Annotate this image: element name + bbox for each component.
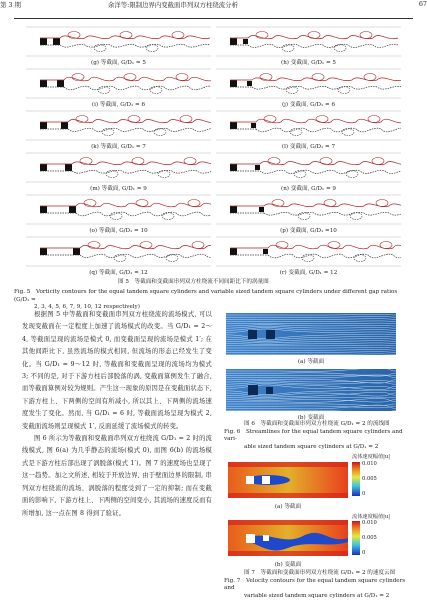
fig7b-colorbar — [352, 521, 360, 555]
vorticity-panel-n — [216, 152, 401, 183]
fig7a-velocity-image — [228, 462, 348, 498]
vorticity-contour-h — [216, 26, 401, 57]
vorticity-panel-label-q: (q) 等截面, G/D₁ = 12 — [89, 270, 148, 276]
vorticity-contour-o — [26, 194, 211, 225]
fig6a-label: (a) 等截面 — [297, 359, 325, 365]
vorticity-panel-label-l: (l) 变截面, G/D₁ = 7 — [281, 144, 336, 150]
fig7b-tick-high: 0.010 — [362, 520, 377, 526]
fig7a-label: (a) 等截面 — [274, 504, 302, 510]
vorticity-panel-label-g: (g) 等截面, G/D₁ = 5 — [91, 60, 146, 66]
vorticity-panel-h — [216, 26, 401, 57]
vorticity-panel-r — [216, 236, 401, 267]
vorticity-contour-i — [26, 68, 211, 99]
fig6-caption-en-line1: Fig. 6 Streamlines for the equal tandem square cylinders and vari- — [224, 428, 403, 443]
vorticity-contour-g — [26, 26, 211, 57]
header-rule — [14, 18, 413, 19]
fig7-caption — [224, 570, 411, 600]
vorticity-panel-k — [26, 110, 211, 141]
paragraph-2: 图 6 所示为等截面和变截面串列双方柱绕流 G/D₁ = 2 时的流线模式, 图 6(a) 为几乎静态的流场(模式 0), 而图 6(b) 的流场模式是下游方柱后部出现了涡脱落(模式 1′)。图 7 的速度场也呈现了这一趋势。加之文所述, 相较于开放边界, 由于壁面边界的限制, 串列双方柱绕流的流场、涡脱落的程度受到了一定的抑制; 而在变截面的影响下, 下游方柱上、下两侧的空间变小, 其流场的速度反而有所增加, 这一点在图 8 得到了验证。 — [22, 435, 212, 517]
vorticity-contour-j — [216, 68, 401, 99]
fig5-caption-en-line2: 2, 3, 4, 5, 6, 7, 9, 10, 12 respectively) — [34, 304, 140, 311]
vorticity-panel-label-o: (o) 等截面, G/D₁ = 10 — [89, 228, 148, 234]
fig7a-tick-low: 0 — [362, 491, 366, 497]
vorticity-panel-label-k: (k) 等截面, G/D₁ = 7 — [91, 144, 146, 150]
fig7a-tick-high: 0.010 — [362, 461, 377, 467]
vorticity-panel-p — [216, 194, 401, 225]
fig7a-colorbar — [352, 462, 360, 496]
fig7a-colorbar-title: 流体速度幅值|u| — [352, 454, 390, 460]
fig6-caption — [224, 421, 411, 451]
vorticity-panel-label-r: (r) 变截面, G/D₁ = 12 — [279, 270, 338, 276]
vorticity-panel-o — [26, 194, 211, 225]
vorticity-contour-p — [216, 194, 401, 225]
vorticity-panel-label-h: (h) 变截面, G/D₁ = 5 — [281, 60, 336, 66]
vorticity-panel-label-m: (m) 等截面, G/D₁ = 9 — [90, 186, 147, 192]
fig7b-tick-low: 0 — [362, 550, 366, 556]
vorticity-panel-label-j: (j) 变截面, G/D₁ = 6 — [281, 102, 336, 108]
fig7-caption-en-line2: variable sized tandem square cylinders at G/D₁ = 2 — [244, 592, 390, 599]
vorticity-panel-label-p: (p) 变截面, G/D₁ =10 — [280, 228, 337, 234]
vorticity-contour-r — [216, 236, 401, 267]
paragraph-1: 根据图 5 中等截面和变截面串列双方柱绕流的流场模式, 可以发现变截面在一定程度上加速了流场模式的改变。当 G/D₁ = 2～4, 等截面呈现的流场是模式 0, 而变截面呈现的流场是模式 1′; 在其他间距比下, 虽然流场的模式相同, 但流场的形态已经发生了变化。当 G/D₁ = 9～12 时, 等截面和变截面呈现的流场均为模式 3; 不同的是, 对于下游方柱后部脱落的涡, 变截面算例发生了融合, 而等截面算例对较为规则。产生这一现象的原因是在变截面状态下, 下游方柱上、下两侧的空间有所减小, 所以其上、下两侧的流场速度发生了变化。然而, 当 G/D₁ = 6 时, 等截面流场呈现为模式 2, 变截面流场则呈现模式 1′, 反面延缓了流场模式的转变。 — [22, 311, 212, 430]
vorticity-panel-j — [216, 68, 401, 99]
fig7b-velocity-image — [228, 520, 348, 556]
fig7b-tick-mid: 0.005 — [362, 535, 377, 541]
fig7-caption-en-line1: Fig. 7 Velocity contours for the equal tandem square cylinders and — [224, 577, 406, 592]
vorticity-panel-g — [26, 26, 211, 57]
fig7b-colorbar-title: 流体速度幅值|u| — [352, 514, 390, 520]
fig7a-tick-mid: 0.005 — [362, 476, 377, 482]
vorticity-contour-m — [26, 152, 211, 183]
vorticity-panel-q — [26, 236, 211, 267]
vorticity-panel-label-n: (n) 变截面, G/D₁ = 9 — [281, 186, 336, 192]
vorticity-contour-n — [216, 152, 401, 183]
fig7b-label: (b) 变截面 — [274, 562, 302, 568]
vorticity-contour-q — [26, 236, 211, 267]
body-text — [22, 309, 212, 520]
fig5-caption-cn: 图 5 等截面和变截面串列双方柱绕流不同间距比下的涡量图 — [118, 279, 269, 285]
issue-number: 第 3 期 — [0, 1, 21, 9]
running-title: 余洋等:限制边界内变截面串列双方柱绕流分析 — [108, 1, 238, 9]
vorticity-contour-l — [216, 110, 401, 141]
running-header — [0, 0, 427, 12]
page-number: 67 — [418, 0, 427, 8]
vorticity-contour-k — [26, 110, 211, 141]
fig6-caption-en-line2: able sized tandem square cylinders at G/D₁ = 2 — [244, 443, 379, 450]
fig6a-streamline-image — [226, 313, 396, 355]
fig6b-label: (b) 变截面 — [297, 415, 325, 421]
fig7-caption-cn: 图 7 等截面和变截面串列双方柱绕流 G/D₁ = 2 的速度云图 — [244, 570, 396, 576]
vorticity-panel-label-i: (i) 等截面, G/D₁ = 6 — [91, 102, 146, 108]
fig5-caption-en-line1: Fig. 5 Vorticity contours for the equal tandem square cylinders and variable sized tandem square cylinders under different gap ratios (G/D₁ = — [14, 289, 398, 303]
vorticity-panel-l — [216, 110, 401, 141]
vorticity-panel-m — [26, 152, 211, 183]
vorticity-panel-i — [26, 68, 211, 99]
fig6-caption-cn: 图 6 等截面和变截面串列双方柱绕流 G/D₁ = 2 的流线图 — [244, 421, 390, 427]
fig6b-streamline-image — [226, 369, 396, 411]
